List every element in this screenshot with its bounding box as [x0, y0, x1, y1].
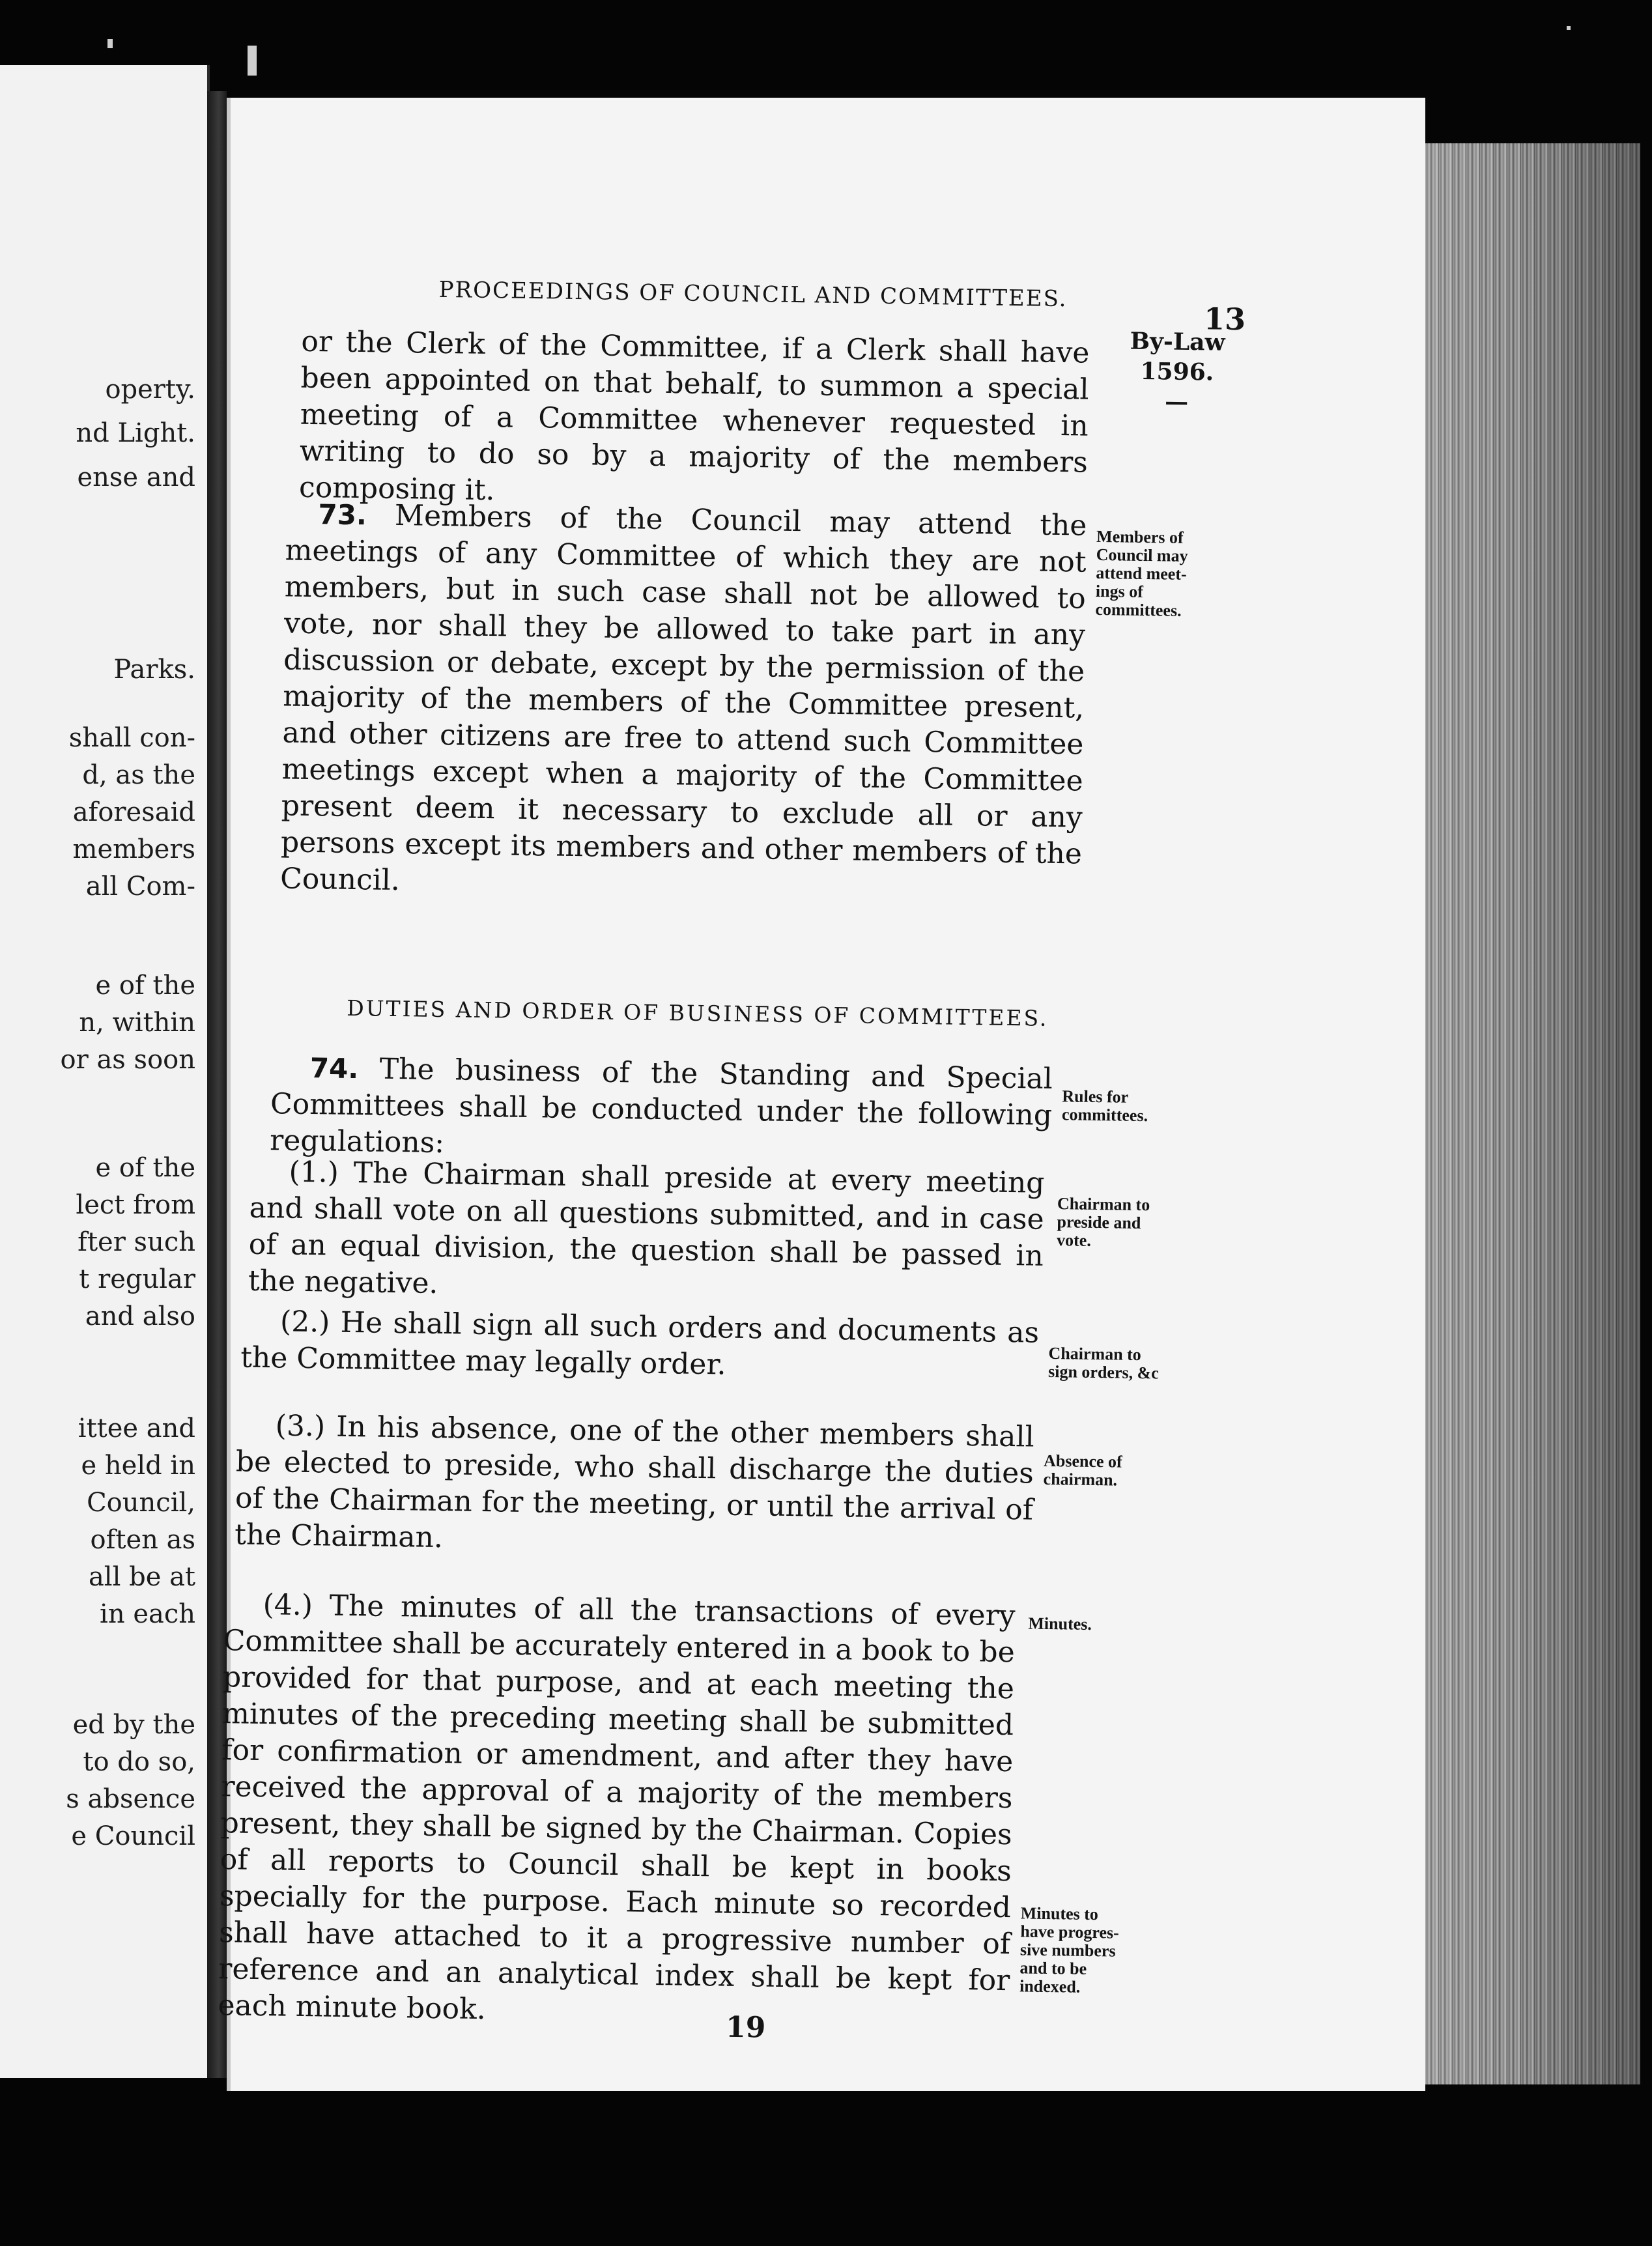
left-page-fragment: ense and — [77, 462, 195, 492]
margin-note-minutes-numbers: Minutes to have progres- sive numbers and to be indexed. — [1019, 1903, 1119, 1997]
left-page-fragment: and also — [85, 1301, 195, 1331]
left-page-fragment: all be at — [88, 1562, 195, 1592]
clause-2-paragraph: (2.) He shall sign all such orders and documents as the Committee may legally order. — [240, 1305, 1040, 1382]
left-page-fragment: shall con- — [68, 723, 195, 753]
margin-note-minutes: Minutes. — [1028, 1613, 1092, 1634]
left-page-fragment: or as soon — [60, 1045, 195, 1075]
section-number: 74. — [309, 1052, 359, 1085]
left-page-fragment: n, within — [79, 1008, 195, 1038]
left-page-fragment: e of the — [95, 971, 195, 1001]
intro-paragraph: or the Clerk of the Committee, if a Clerk shall have been appointed on that behalf, to summon a special meeting of a Committee whenever requested in writing to do so by a majority of the members composing it. — [298, 324, 1090, 507]
left-page-fragment: to do so, — [83, 1747, 195, 1777]
left-page-fragment: operty. — [105, 375, 195, 405]
margin-note-absence: Absence of chairman. — [1043, 1451, 1122, 1490]
section-number: 73. — [318, 498, 367, 532]
section-text: The business of the Standing and Special Committees shall be conducted under the following regulations: — [269, 1052, 1053, 1160]
left-page-fragment: lect from — [76, 1190, 195, 1220]
left-facing-page — [0, 65, 210, 2078]
margin-note-rules: Rules for committees. — [1061, 1087, 1148, 1126]
left-page-fragment: Parks. — [113, 655, 195, 685]
left-page-fragment: d, as the — [82, 760, 195, 790]
page-number-top: 13 — [1203, 301, 1246, 337]
clause-4-paragraph: (4.) The minutes of all the transactions of every Committee shall be accurately entered in a book to be provided for that purpose, and at each meeting the minutes of the preceding meeting shall be submitted for confirmation or amendment, and after they have received the approval of a majority of the members present, they shall be signed by the Chairman. Copies of all reports to Council shall be kept in books specially for the purpose. Each minute so recorded shall have attached to it a progressive number of reference and an analytical index shall be kept for each minute book. — [218, 1588, 1016, 2026]
bylaw-margin-label: By-Law 1596. — — [1130, 327, 1225, 416]
left-page-fragment: members — [72, 834, 195, 864]
page-number-bottom: 19 — [725, 2010, 766, 2045]
section-text: Members of the Council may attend the meetings of any Committee of which they are not members, but in such case shall not be allowed to vote, nor shall they be allowed to take part in any discussion or debate, except by the permission of the majority of the members of the Committee present, and other citizens are free to attend such Committee meetings except when a majority of the Committee present deem it necessary to exclude all or any persons except its members and other members of the Council. — [279, 498, 1087, 898]
left-page-fragment: nd Light. — [76, 418, 195, 448]
book-page-edges — [1425, 143, 1640, 2084]
left-page-fragment: e of the — [95, 1153, 195, 1183]
margin-note-chairman-sign: Chairman to sign orders, &c — [1047, 1343, 1160, 1383]
page-content — [197, 98, 1425, 2109]
margin-note-members: Members of Council may attend meet- ings of committees. — [1095, 526, 1188, 620]
scan-speck — [248, 46, 257, 76]
left-page-fragment: aforesaid — [72, 797, 195, 827]
left-page-fragment: all Com- — [85, 872, 195, 902]
margin-note-chairman-preside: Chairman to preside and vote. — [1056, 1194, 1150, 1250]
main-page — [218, 98, 1425, 2091]
left-page-fragment: fter such — [78, 1227, 195, 1257]
scan-speck — [1567, 26, 1571, 30]
left-page-fragment: Council, — [87, 1488, 195, 1518]
section-73-paragraph — [280, 496, 1087, 909]
scan-speck — [107, 39, 113, 48]
left-page-fragment: s absence — [66, 1784, 195, 1814]
left-page-fragment: in each — [100, 1599, 195, 1629]
left-page-fragment: ittee and — [78, 1414, 195, 1443]
subheading: DUTIES AND ORDER OF BUSINESS OF COMMITTEES. — [347, 995, 1049, 1031]
section-74-paragraph — [270, 1049, 1053, 1171]
left-page-fragment: often as — [90, 1525, 195, 1555]
left-page-fragment: e Council — [71, 1821, 195, 1851]
left-page-fragment: t regular — [79, 1264, 195, 1294]
clause-3-paragraph: (3.) In his absence, one of the other members shall be elected to preside, who shall discharge the duties of the Chairman for the meeting, or until the arrival of the Chairman. — [234, 1409, 1035, 1555]
running-header: PROCEEDINGS OF COUNCIL AND COMMITTEES. — [438, 276, 1068, 313]
left-page-fragment: e held in — [81, 1451, 195, 1481]
clause-1-paragraph: (1.) The Chairman shall preside at every meeting and shall vote on all questions submitted, and in case of an equal division, the question shall be passed in the negative. — [248, 1155, 1045, 1301]
left-page-fragment: ed by the — [72, 1710, 195, 1740]
